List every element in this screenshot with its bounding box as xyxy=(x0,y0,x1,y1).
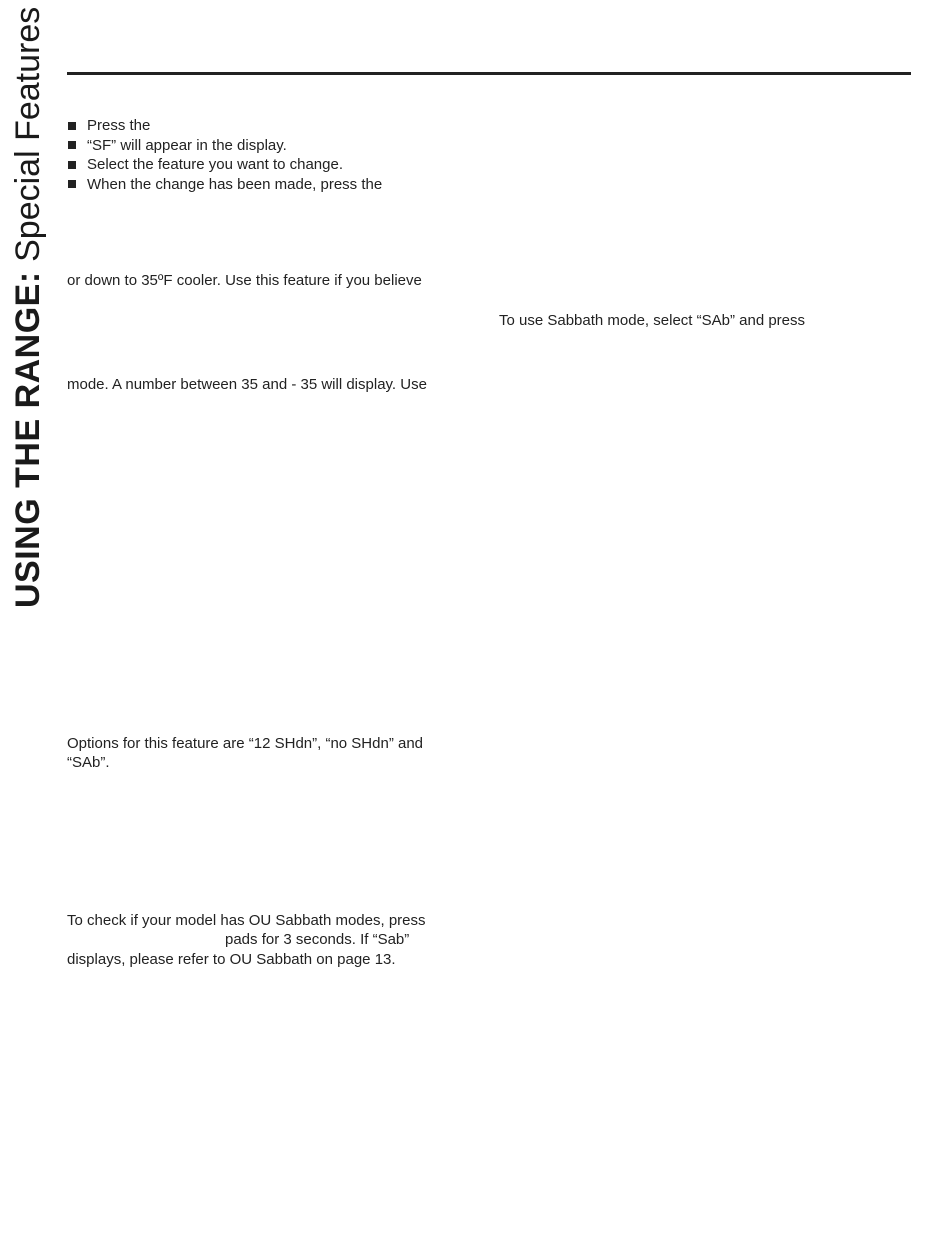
list-item-text: Select the feature you want to change. xyxy=(87,156,344,173)
sabbath-use-text: To use Sabbath mode, select “SAb” and press xyxy=(499,312,806,329)
options-text-line-2: “SAb”. xyxy=(67,754,110,771)
list-item-text: Press the xyxy=(87,117,151,134)
instruction-list xyxy=(67,116,382,194)
list-item xyxy=(67,155,382,175)
check-text-line-3: displays, please refer to OU Sabbath on page 13. xyxy=(67,951,396,968)
list-item xyxy=(67,175,382,195)
list-item xyxy=(67,136,382,156)
square-bullet-icon xyxy=(68,122,76,130)
list-item xyxy=(67,116,382,136)
check-text-line-2: pads for 3 seconds. If “Sab” xyxy=(225,931,410,948)
side-title-light: Special Features xyxy=(9,6,47,272)
square-bullet-icon xyxy=(68,161,76,169)
mode-number-text: mode. A number between 35 and - 35 will display. Use xyxy=(67,376,427,393)
side-title-bold: USING THE RANGE: xyxy=(9,271,47,608)
check-text-line-1: To check if your model has OU Sabbath modes, press xyxy=(67,912,426,929)
side-section-title xyxy=(10,7,46,608)
list-item-text: “SF” will appear in the display. xyxy=(87,136,287,154)
options-text-line-1: Options for this feature are “12 SHdn”, “no SHdn” and xyxy=(67,735,424,752)
list-item-text: When the change has been made, press the xyxy=(87,175,383,193)
cooler-text: or down to 35ºF cooler. Use this feature if you believe xyxy=(67,272,422,289)
header-rule xyxy=(67,72,911,75)
square-bullet-icon xyxy=(68,180,76,188)
square-bullet-icon xyxy=(68,141,76,149)
